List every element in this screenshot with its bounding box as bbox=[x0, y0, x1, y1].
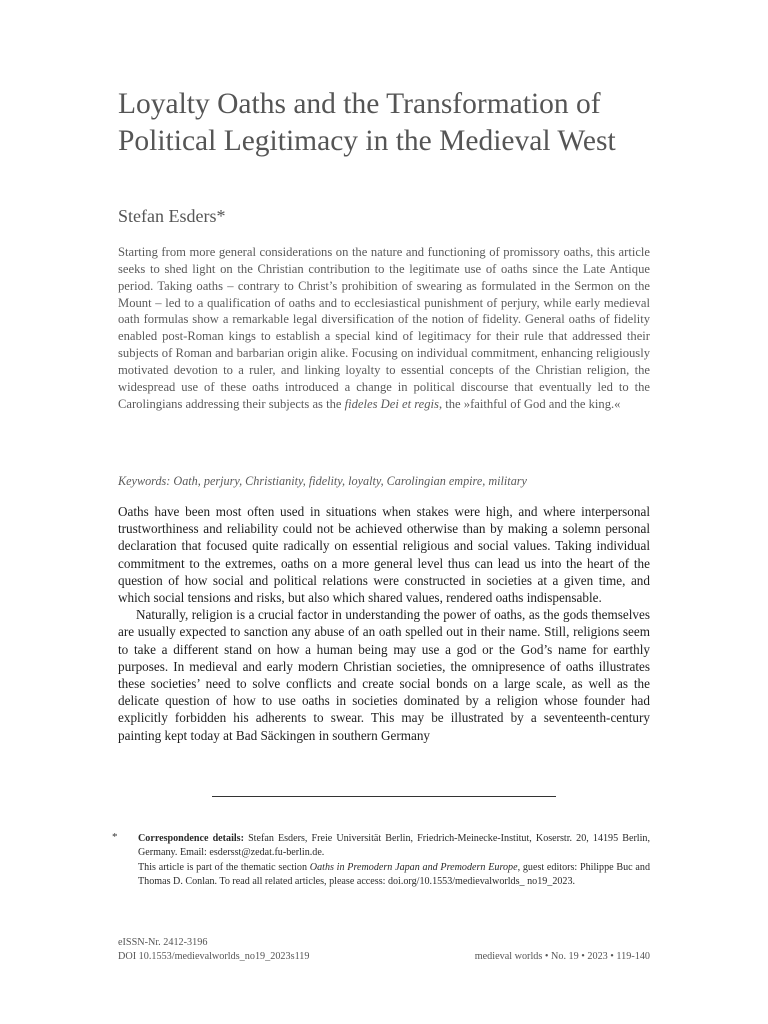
note-text-2: , guest editors: Philippe Buc and Thomas D. Conlan. To read all related articles, please access: doi.org/10.1553/medievalworlds_ no19_2023. bbox=[138, 862, 650, 887]
correspondence-label: Correspondence details: bbox=[138, 833, 244, 844]
abstract-italic-term: fideles Dei et regis bbox=[344, 396, 439, 411]
footnote-divider bbox=[212, 796, 556, 797]
keywords: Keywords: Oath, perjury, Christianity, fidelity, loyalty, Carolingian empire, military bbox=[118, 474, 527, 488]
body-text bbox=[118, 503, 650, 744]
eissn: eISSN-Nr. 2412-3196 bbox=[118, 937, 208, 948]
note-text-1: This article is part of the thematic section bbox=[138, 862, 310, 874]
body-paragraph: Naturally, religion is a crucial factor in understanding the power of oaths, as the gods themselves are usually expected to sanction any abuse of an oath spelled out in their name. Still, religions seem to take a different stand on how a human being may use a god or the God’s name for earthly purposes. In medieval and early modern Christian societies, the omnipresence of oaths illustrates these societies’ need to solve conflicts and create social bonds on a large scale, as well as the delicate question of how to use oaths in societies dominated by a religion whose founder had explicitly forbidden his adherents to swear. This may be illustrated by a seventeenth-century painting kept today at Bad Säckingen in southern Germany bbox=[118, 607, 650, 743]
abstract bbox=[118, 244, 650, 412]
footnote-thematic-note bbox=[138, 861, 650, 888]
article-page bbox=[112, 0, 650, 1024]
footnotes bbox=[138, 832, 650, 888]
article-title: Loyalty Oaths and the Transformation of Political Legitimacy in the Medieval West bbox=[118, 88, 616, 157]
publication-ids bbox=[118, 936, 309, 964]
footnote-marker: * bbox=[112, 831, 118, 843]
footnote-correspondence bbox=[138, 832, 650, 859]
journal-reference: medieval worlds • No. 19 • 2023 • 119-140 bbox=[474, 951, 650, 962]
abstract-text-2: , the »faithful of God and the king.« bbox=[438, 396, 621, 411]
correspondence-text: Stefan Esders, Freie Universität Berlin, Friedrich-Meinecke-Institut, Koserstr. 20, 14195 Berlin, Germany. Email: esdersst@zedat.fu-berlin.de. bbox=[138, 833, 650, 858]
body-paragraph: Oaths have been most often used in situations when stakes were high, and where interpersonal trustworthiness and reliability could not be achieved otherwise than by making a solemn personal declaration that focused quite radically on essential religious and social values. Taking individual commitment to the extremes, oaths on a more general level thus can lead us into the heart of the question of how social and political relations were constructed in societies at a given time, and which social tensions and risks, but also which shared values, rendered oaths indispensable. bbox=[118, 504, 650, 606]
note-italic-title: Oaths in Premodern Japan and Premodern Europe bbox=[309, 862, 518, 874]
abstract-text-1: Starting from more general considerations on the nature and functioning of promissory oaths, this article seeks to shed light on the Christian contribution to the legitimate use of oaths since the Late Antique period. Taking oaths – contrary to Christ’s prohibition of swearing as formulated in the Sermon on the Mount – led to a qualification of oaths and to ecclesiastical punishment of perjury, while early medieval oath formulas show a remarkable legal diversification of the notion of fidelity. General oaths of fidelity enabled post-Roman kings to establish a special kind of legitimacy for their rule that addressed their subjects of Roman and barbarian origin alike. Focusing on individual commitment, enhancing religiously motivated devotion to a ruler, and linking loyalty to essential concepts of the Christian religion, the widespread use of these oaths introduced a change in political discourse that eventually led to the Carolingians addressing their subjects as the bbox=[118, 245, 650, 411]
doi: DOI 10.1553/medievalworlds_no19_2023s119 bbox=[118, 951, 310, 962]
article-author: Stefan Esders* bbox=[118, 206, 226, 226]
